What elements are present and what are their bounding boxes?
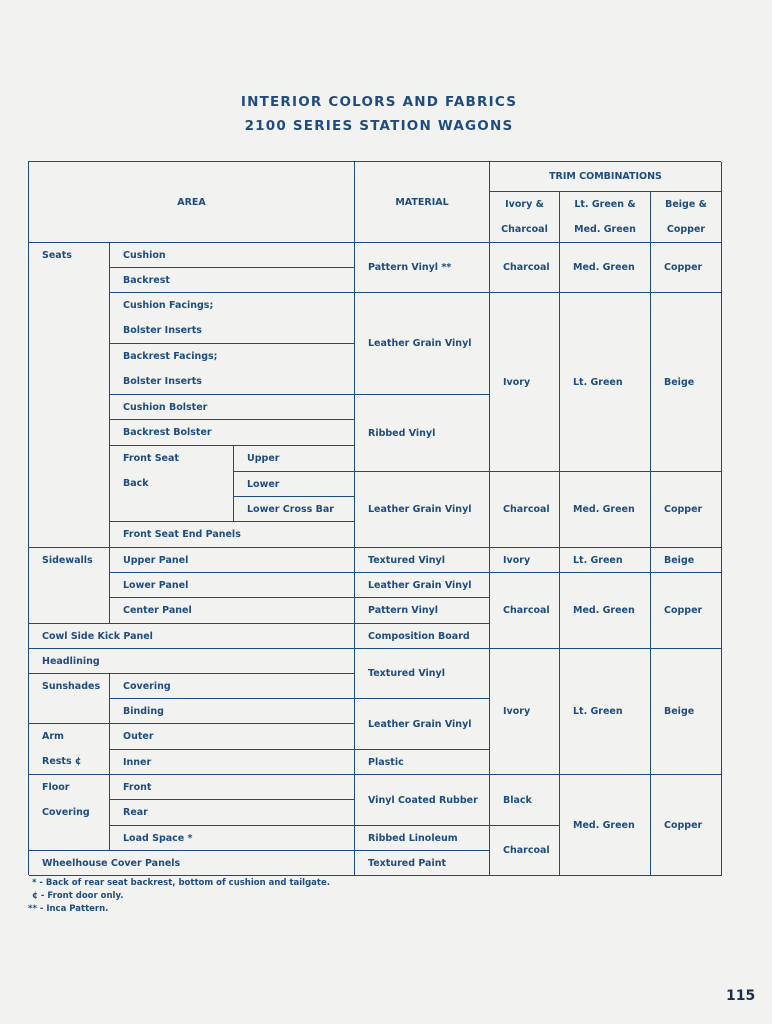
header-combo-2: Lt. Green & Med. Green	[560, 192, 651, 243]
area-group: Sunshades	[29, 674, 110, 724]
area-item: Rear	[110, 800, 355, 826]
trim-cell: Med. Green	[560, 775, 651, 876]
page-subtitle: 2100 SERIES STATION WAGONS	[244, 118, 514, 134]
trim-cell: Copper	[651, 775, 722, 876]
area-item: Cushion Bolster	[110, 395, 355, 420]
area-item: Cushion Facings; Bolster Inserts	[110, 293, 355, 344]
trim-cell: Lt. Green	[560, 293, 651, 472]
material-cell: Ribbed Vinyl	[355, 395, 490, 472]
page-title: INTERIOR COLORS AND FABRICS	[240, 94, 518, 110]
material-cell: Ribbed Linoleum	[355, 826, 490, 851]
area-group: Sidewalls	[29, 548, 110, 624]
trim-cell: Black	[490, 775, 560, 826]
trim-cell: Med. Green	[560, 472, 651, 548]
trim-cell: Copper	[651, 573, 722, 649]
trim-cell: Med. Green	[560, 573, 651, 649]
trim-cell: Charcoal	[490, 573, 560, 649]
footnote: ** - Inca Pattern.	[28, 904, 109, 914]
trim-cell: Med. Green	[560, 243, 651, 293]
material-cell: Pattern Vinyl **	[355, 243, 490, 293]
area-item: Upper Panel	[110, 548, 355, 573]
area-subitem: Lower	[234, 472, 355, 497]
trim-cell: Ivory	[490, 293, 560, 472]
footnote: ¢ - Front door only.	[32, 891, 124, 901]
area-item: Front Seat End Panels	[110, 522, 355, 548]
trim-cell: Beige	[651, 649, 722, 775]
trim-cell: Ivory	[490, 548, 560, 573]
trim-cell: Ivory	[490, 649, 560, 775]
trim-cell: Beige	[651, 548, 722, 573]
area-group: Cowl Side Kick Panel	[29, 624, 355, 649]
area-item: Lower Panel	[110, 573, 355, 598]
area-item: Inner	[110, 750, 355, 775]
trim-cell: Charcoal	[490, 826, 560, 876]
material-cell: Leather Grain Vinyl	[355, 699, 490, 750]
material-cell: Leather Grain Vinyl	[355, 293, 490, 395]
area-item: Outer	[110, 724, 355, 750]
page-number: 115	[726, 988, 756, 1004]
area-group: Seats	[29, 243, 110, 548]
area-item: Front Seat Back	[110, 446, 234, 522]
trim-cell: Lt. Green	[560, 649, 651, 775]
area-item: Center Panel	[110, 598, 355, 624]
material-cell: Leather Grain Vinyl	[355, 472, 490, 548]
area-group: Wheelhouse Cover Panels	[29, 851, 355, 876]
area-group: Headlining	[29, 649, 355, 674]
area-item: Front	[110, 775, 355, 800]
material-cell: Plastic	[355, 750, 490, 775]
material-cell: Vinyl Coated Rubber	[355, 775, 490, 826]
trim-cell: Charcoal	[490, 243, 560, 293]
material-cell: Composition Board	[355, 624, 490, 649]
material-cell: Textured Vinyl	[355, 548, 490, 573]
area-item: Backrest Facings; Bolster Inserts	[110, 344, 355, 395]
trim-cell: Copper	[651, 243, 722, 293]
material-cell: Textured Vinyl	[355, 649, 490, 699]
trim-cell: Charcoal	[490, 472, 560, 548]
trim-cell: Beige	[651, 293, 722, 472]
material-cell: Textured Paint	[355, 851, 490, 876]
footnote: * - Back of rear seat backrest, bottom of cushion and tailgate.	[32, 878, 330, 888]
trim-cell: Lt. Green	[560, 548, 651, 573]
area-item: Backrest	[110, 268, 355, 293]
area-item: Binding	[110, 699, 355, 724]
header-material: MATERIAL	[355, 162, 490, 243]
header-trim: TRIM COMBINATIONS	[490, 162, 722, 192]
area-item: Load Space *	[110, 826, 355, 851]
trim-cell: Copper	[651, 472, 722, 548]
material-cell: Pattern Vinyl	[355, 598, 490, 624]
material-cell: Leather Grain Vinyl	[355, 573, 490, 598]
area-group: Floor Covering	[29, 775, 110, 851]
area-item: Cushion	[110, 243, 355, 268]
header-area: AREA	[29, 162, 355, 243]
colors-fabrics-table	[28, 161, 721, 875]
area-subitem: Lower Cross Bar	[234, 497, 355, 522]
area-item: Covering	[110, 674, 355, 699]
area-subitem: Upper	[234, 446, 355, 472]
area-group: Arm Rests ¢	[29, 724, 110, 775]
area-item: Backrest Bolster	[110, 420, 355, 446]
header-combo-3: Beige & Copper	[651, 192, 722, 243]
header-combo-1: Ivory & Charcoal	[490, 192, 560, 243]
